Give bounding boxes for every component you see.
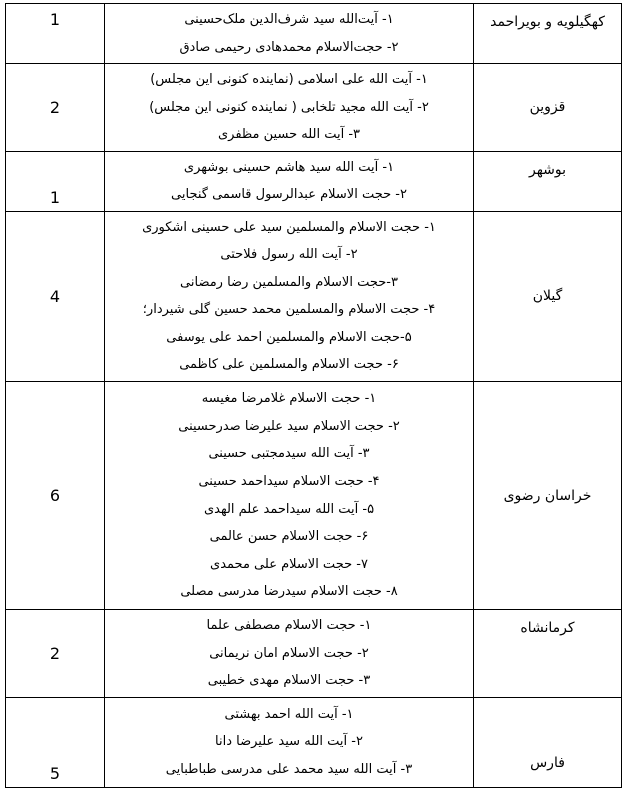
candidate-name: ۲- حجت‌الاسلام محمدهادی رحیمی صادق	[179, 39, 399, 55]
province-name: کرمانشاه	[474, 610, 622, 698]
candidate-name: ۳- آیت الله حسین مظفری	[217, 127, 361, 142]
candidate-name: ۱- آیت الله علی اسلامی (نماینده کنونی این مجلس)	[150, 72, 428, 87]
candidate-name: ۶- حجت الاسلام والمسلمین علی کاظمی	[179, 357, 399, 373]
table-row	[6, 4, 622, 64]
candidate-name: ۳-حجت الاسلام والمسلمین رضا رمضانی	[180, 274, 398, 290]
candidate-name: ۲- آیت الله مجید تلخابی ( نماینده کنونی این مجلس)	[149, 99, 429, 115]
table-row	[6, 610, 622, 698]
seat-count: 1	[6, 151, 105, 211]
seat-count: 2	[6, 64, 105, 152]
candidate-list	[105, 610, 474, 698]
seat-count: 2	[6, 610, 105, 698]
candidate-name: ۴- حجت الاسلام والمسلمین محمد حسین گلی شیردار؛	[142, 302, 436, 318]
seat-count: 1	[6, 4, 105, 64]
seat-count: 5	[6, 697, 105, 787]
candidate-name: ۲- آیت الله رسول فلاحتی	[220, 247, 358, 263]
table-row	[6, 382, 622, 610]
candidate-name: ۳- حجت الاسلام مهدی خطیبی	[207, 673, 371, 689]
candidate-list	[105, 151, 474, 211]
candidate-list	[105, 64, 474, 152]
candidate-list	[105, 4, 474, 64]
candidate-name: ۵- آیت الله سیداحمد علم الهدی	[203, 501, 375, 517]
province-name: گیلان	[474, 211, 622, 382]
candidate-name: ۱- حجت الاسلام غلامرضا مغیسه	[201, 391, 377, 407]
table-row	[6, 151, 622, 211]
province-name: بوشهر	[474, 151, 622, 211]
candidate-name: ۱- آیت الله سید هاشم حسینی بوشهری	[183, 159, 395, 175]
candidate-name: ۲- آیت الله سید علیرضا دانا	[215, 734, 363, 750]
candidate-name: ۲- حجت الاسلام عبدالرسول قاسمی گنجایی	[171, 187, 407, 202]
seat-count: 4	[6, 211, 105, 382]
candidate-name: ۱- حجت الاسلام مصطفی علما	[206, 618, 372, 634]
candidate-name: ۱- آیت الله احمد بهشتی	[224, 706, 354, 722]
candidate-name: ۲- حجت الاسلام امان نریمانی	[209, 645, 369, 661]
province-name: خراسان رضوی	[474, 382, 622, 610]
candidate-name: ۵-حجت الاسلام والمسلمین احمد علی یوسفی	[166, 329, 412, 345]
seat-count: 6	[6, 382, 105, 610]
candidate-name: ۸- حجت الاسلام سیدرضا مدرسی مصلی	[180, 584, 398, 600]
table-row	[6, 697, 622, 787]
candidate-name: ۲- حجت الاسلام سید علیرضا صدرحسینی	[178, 418, 400, 434]
candidate-name: ۱- حجت الاسلام والمسلمین سید علی حسینی اشکوری	[142, 219, 436, 235]
candidate-name: ۶- حجت الاسلام حسن عالمی	[209, 529, 369, 545]
candidate-name: ۴- حجت الاسلام سیداحمد حسینی	[198, 473, 380, 489]
table-row	[6, 64, 622, 152]
table-row	[6, 211, 622, 382]
candidate-name: ۱- آیت‌الله سید شرف‌الدین ملک‌حسینی	[184, 12, 394, 27]
candidate-name: ۳- آیت الله سیدمجتبی حسینی	[208, 446, 370, 462]
candidate-list	[105, 382, 474, 610]
candidate-list	[105, 697, 474, 787]
candidates-table	[5, 3, 622, 788]
province-name: کهگیلویه و بویراحمد	[474, 4, 622, 64]
province-name: قزوین	[474, 64, 622, 152]
candidate-list	[105, 211, 474, 382]
province-name: فارس	[474, 697, 622, 787]
candidate-name: ۳- آیت الله سید محمد علی مدرسی طباطبایی	[165, 761, 413, 777]
candidates-table-sheet	[5, 3, 621, 788]
candidate-name: ۷- حجت الاسلام علی محمدی	[210, 556, 368, 572]
